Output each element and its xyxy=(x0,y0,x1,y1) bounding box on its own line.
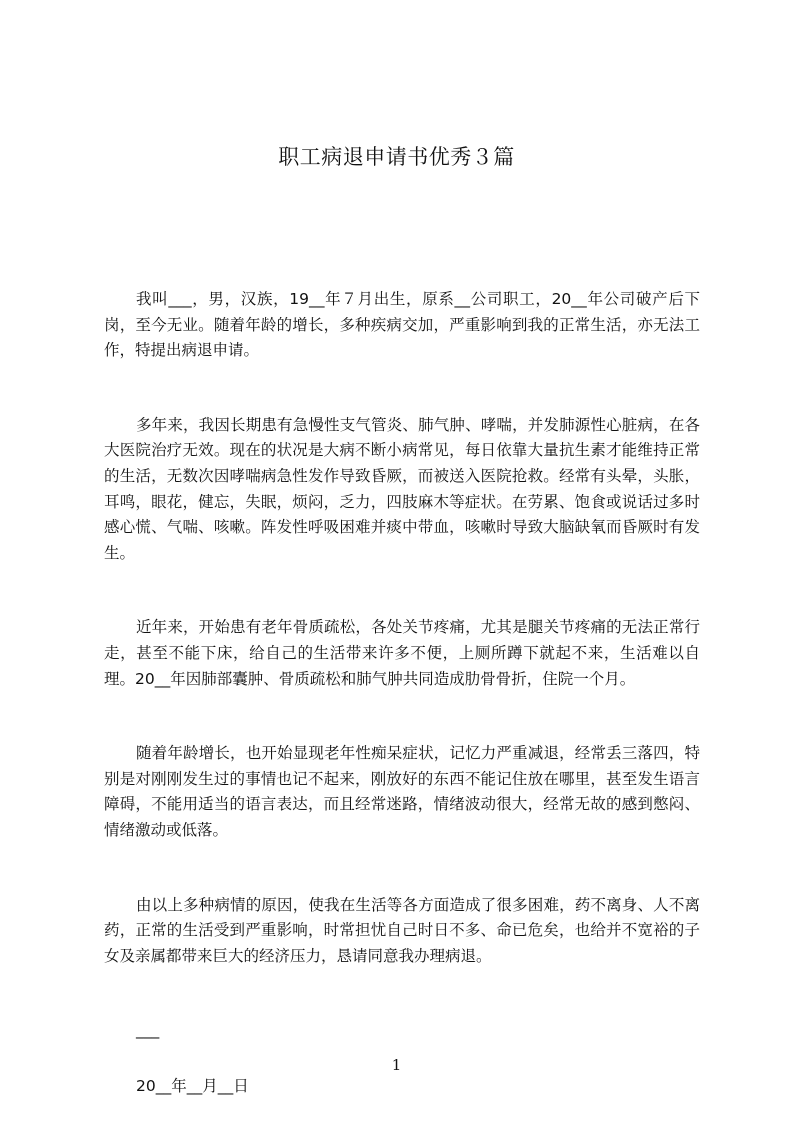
signature-line: ___ xyxy=(136,1021,160,1040)
paragraph-1: 我叫___，男，汉族，19__年７月出生，原系__公司职工，20__年公司破产后下岗，至今无业。随着年龄的增长，多种疾病交加，严重影响到我的正常生活，亦无法工作，特提出病退申请。 xyxy=(104,290,700,360)
paragraph-3: 近年来，开始患有老年骨质疏松，各处关节疼痛，尤其是腿关节疼痛的无法正常行走，甚至不能下床，给自己的生活带来许多不便，上厕所蹲下就起不来，生活难以自理。20__年因肺部囊肿、骨质疏松和肺气肿共同造成肋骨骨折，住院一个月。 xyxy=(104,618,700,688)
paragraph-5: 由以上多种病情的原因，使我在生活等各方面造成了很多困难，药不离身、人不离药，正常的生活受到严重影响，时常担忧自己时日不多、命已危矣，也给并不宽裕的子女及亲属都带来巨大的经济压力，恳请同意我办理病退。 xyxy=(104,895,700,965)
document-body xyxy=(104,287,700,1099)
paragraph-4: 随着年龄增长，也开始显现老年性痴呆症状，记忆力严重减退，经常丢三落四，特别是对刚刚发生过的事情也记不起来，刚放好的东西不能记住放在哪里，甚至发生语言障碍，不能用适当的语言表达，而且经常迷路，情绪波动很大，经常无故的感到憋闷、情绪激动或低落。 xyxy=(104,744,700,839)
paragraph-2: 多年来，我因长期患有急慢性支气管炎、肺气肿、哮喘，并发肺源性心脏病，在各大医院治疗无效。现在的状况是大病不断小病常见，每日依靠大量抗生素才能维持正常的生活，无数次因哮喘病急性发作导致昏厥，而被送入医院抢救。经常有头晕，头胀，耳鸣，眼花，健忘，失眠，烦闷，乏力，四肢麻木等症状。在劳累、饱食或说话过多时感心慌、气喘、咳嗽。阵发性呼吸困难并痰中带血，咳嗽时导致大脑缺氧而昏厥时有发生。 xyxy=(104,415,700,562)
date-line: 20__年__月__日 xyxy=(136,1076,249,1095)
page-number: 1 xyxy=(391,1056,402,1074)
document-title: 职工病退申请书优秀３篇 xyxy=(278,145,515,169)
